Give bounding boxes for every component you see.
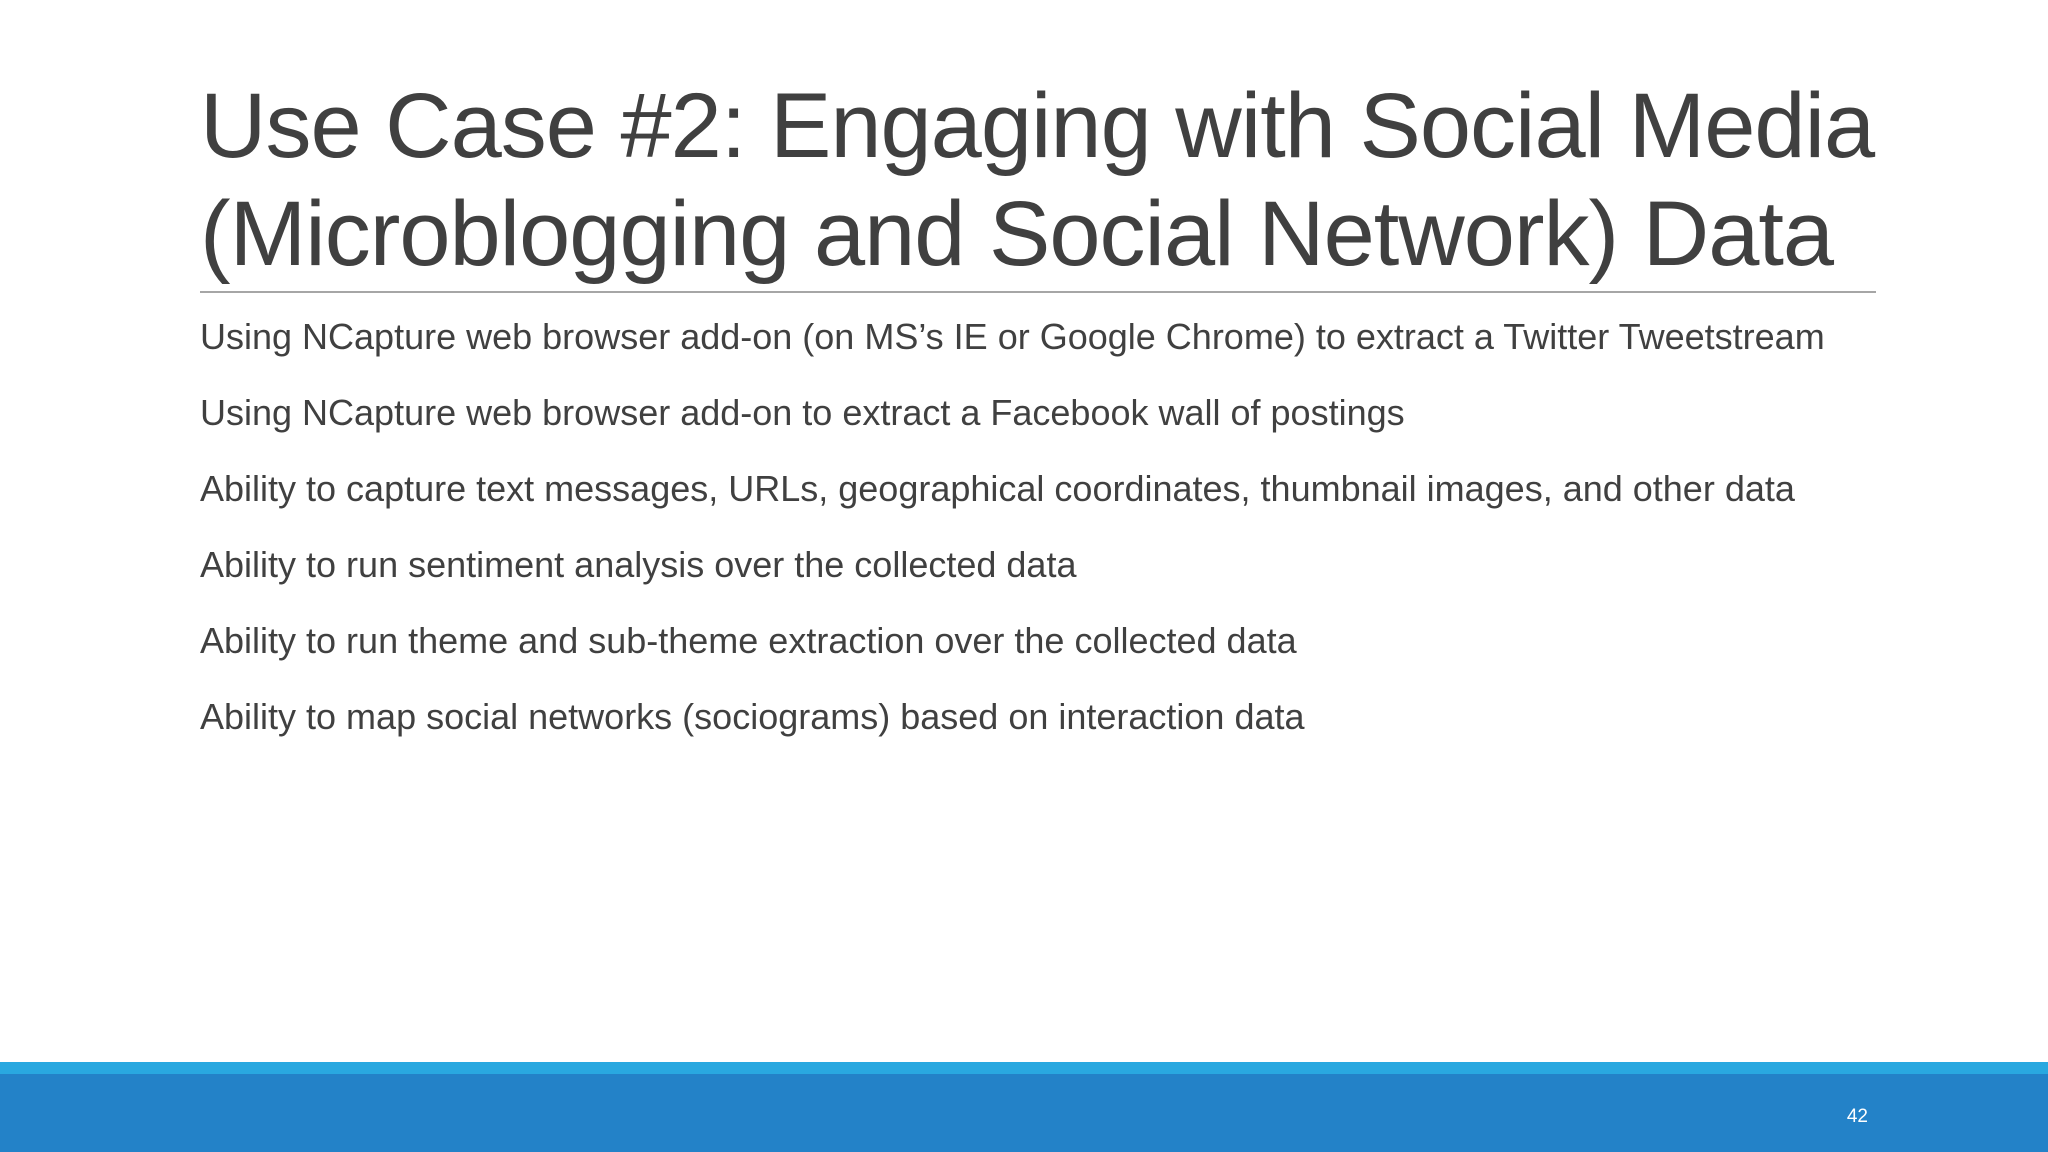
bullet-item: Ability to map social networks (sociograms) based on interaction data	[200, 696, 1305, 737]
bullet-item: Ability to capture text messages, URLs, geographical coordinates, thumbnail images, and other data	[200, 468, 1795, 509]
slide-title-line-1: Use Case #2: Engaging with Social Media	[200, 75, 1875, 177]
bullet-item: Using NCapture web browser add-on (on MS’s IE or Google Chrome) to extract a Twitter Tweetstream	[200, 316, 1825, 357]
footer-band	[0, 1074, 2048, 1152]
bullet-list	[200, 314, 1880, 770]
bullet-item: Using NCapture web browser add-on to extract a Facebook wall of postings	[200, 392, 1405, 433]
slide-title-line-2: (Microblogging and Social Network) Data	[200, 183, 1834, 285]
footer-accent-stripe	[0, 1062, 2048, 1074]
page-number: 42	[1846, 1106, 1868, 1127]
bullet-item: Ability to run sentiment analysis over the collected data	[200, 544, 1077, 585]
slide-title	[200, 72, 1880, 288]
bullet-item: Ability to run theme and sub-theme extraction over the collected data	[200, 620, 1297, 661]
title-divider	[200, 291, 1876, 293]
